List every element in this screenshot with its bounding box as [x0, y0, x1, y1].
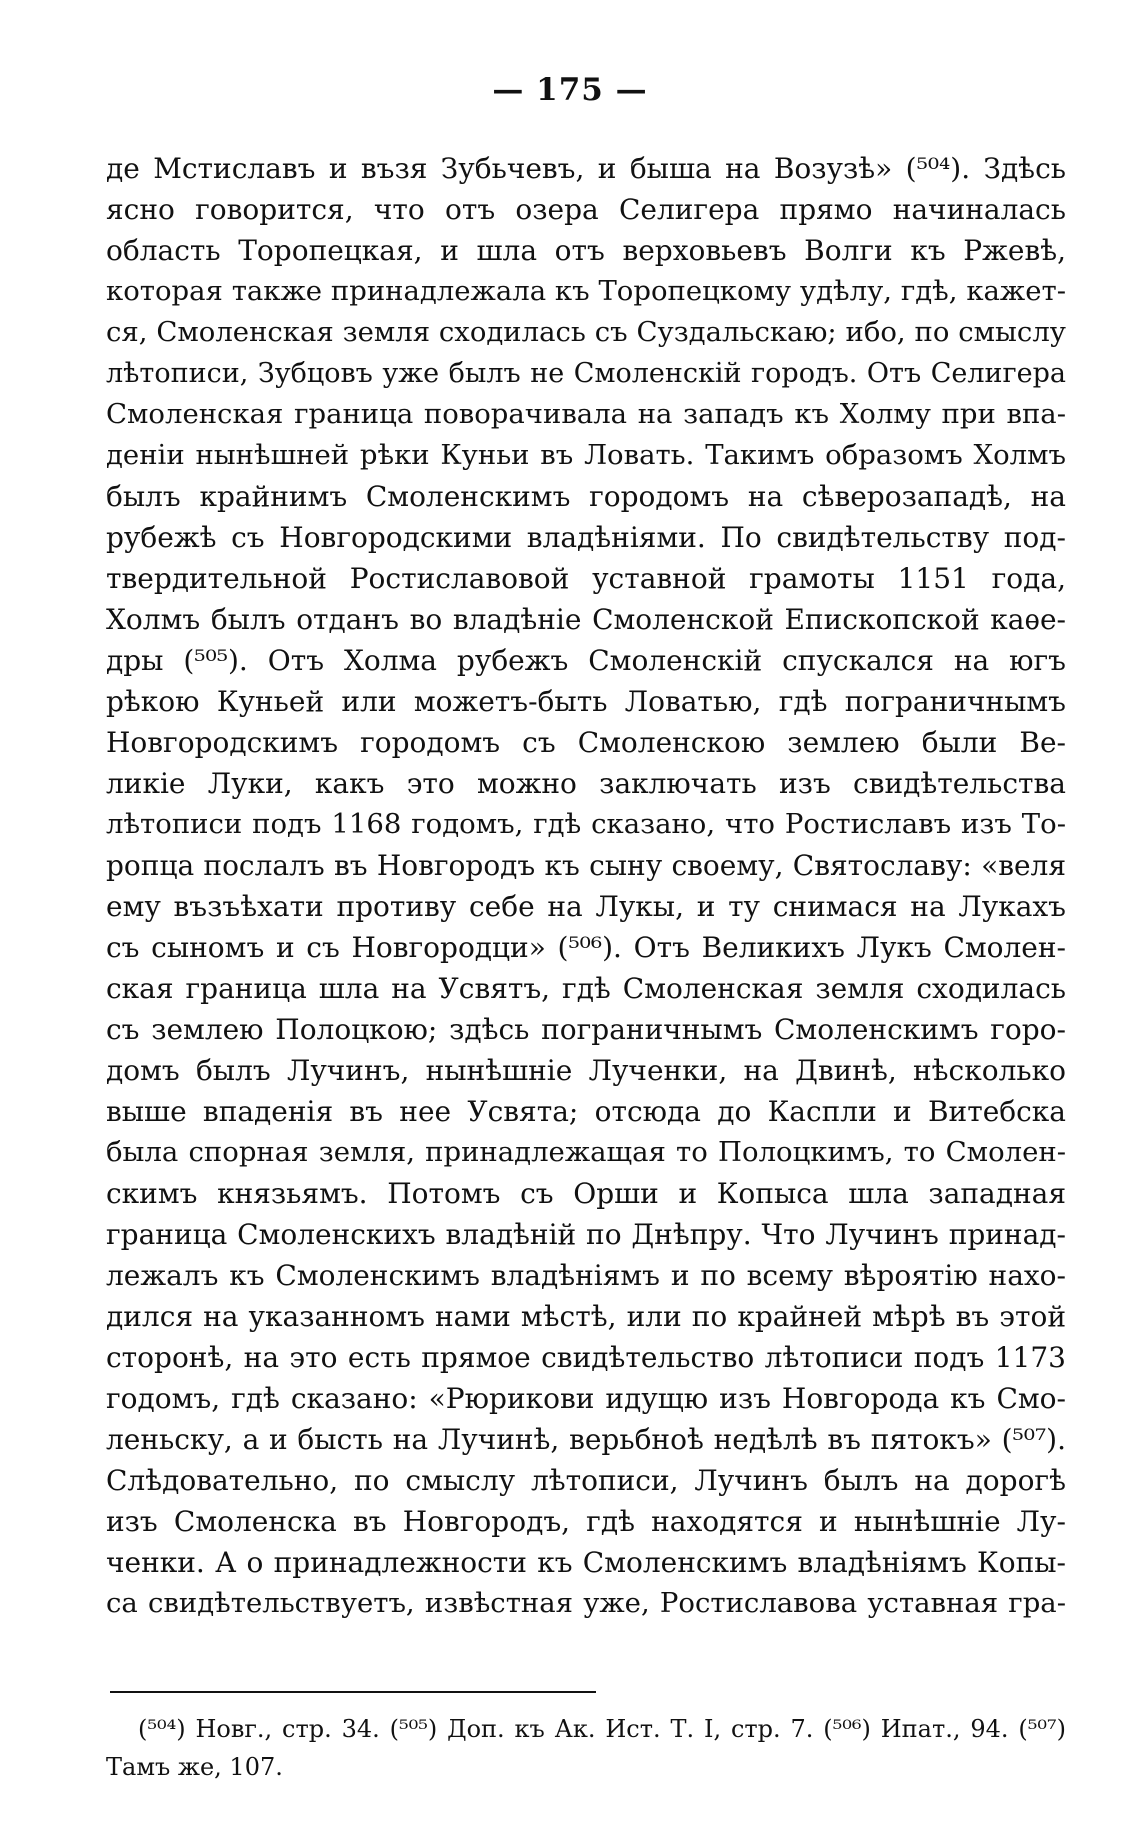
text-line: граница Смоленскихъ владѣній по Днѣпру. Что Лучинъ принад- [106, 1218, 1066, 1251]
text-line: ему възъѣхати противу себе на Лукы, и ту снимася на Лукахъ [106, 890, 1066, 923]
footnotes [106, 1710, 1066, 1786]
text-line: съ сыномъ и съ Новгородци» (⁵⁰⁶). Отъ Великихъ Лукъ Смолен- [106, 931, 1066, 964]
main-text [106, 148, 1066, 1624]
text-line: годомъ, гдѣ сказано: «Рюрикови идущю изъ Новгорода къ Смо- [106, 1382, 1066, 1415]
text-line: область Торопецкая, и шла отъ верховьевъ Волги къ Ржевѣ, [106, 234, 1066, 267]
text-line: Холмъ былъ отданъ во владѣніе Смоленской Епископской каѳе- [106, 603, 1066, 636]
footnote-line: Тамъ же, 107. [106, 1753, 283, 1781]
text-line: де Мстиславъ и възя Зубьчевъ, и быша на Возузѣ» (⁵⁰⁴). Здѣсь [106, 152, 1066, 185]
text-line: домъ былъ Лучинъ, нынѣшніе Лученки, на Двинѣ, нѣсколько [106, 1054, 1066, 1087]
text-line: рубежѣ съ Новгородскими владѣніями. По свидѣтельству под- [106, 521, 1066, 554]
text-line: сторонѣ, на это есть прямое свидѣтельство лѣтописи подъ 1173 [106, 1341, 1066, 1374]
text-line: Смоленская граница поворачивала на западъ къ Холму при впа- [106, 398, 1066, 430]
text-line: Новгородскимъ городомъ съ Смоленскою землею были Ве- [106, 726, 1066, 759]
footnote-separator [110, 1691, 596, 1693]
text-line: скимъ князьямъ. Потомъ съ Орши и Копыса шла западная [106, 1177, 1066, 1210]
text-line: са свидѣтельствуетъ, извѣстная уже, Ростиславова уставная гра- [106, 1587, 1066, 1619]
text-line: ясно говорится, что отъ озера Селигера прямо начиналась [106, 193, 1066, 226]
text-line: лѣтописи, Зубцовъ уже былъ не Смоленскій городъ. Отъ Селигера [106, 358, 1066, 389]
text-line: дры (⁵⁰⁵). Отъ Холма рубежъ Смоленскій спускался на югъ [106, 644, 1066, 677]
page-number: — 175 — [492, 72, 648, 108]
text-line: леньску, а и бысть на Лучинѣ, верьбноѣ недѣлѣ въ пятокъ» (⁵⁰⁷). [106, 1423, 1066, 1456]
text-line: лежалъ къ Смоленскимъ владѣніямъ и по всему вѣроятію нахо- [106, 1259, 1066, 1292]
text-line: рѣкою Куньей или можетъ-быть Ловатью, гдѣ пограничнымъ [106, 685, 1066, 718]
text-line: была спорная земля, принадлежащая то Полоцкимъ, то Смолен- [106, 1136, 1066, 1168]
text-line: ропца послалъ въ Новгородъ къ сыну своему, Святославу: «веля [106, 849, 1066, 882]
text-line: которая также принадлежала къ Торопецкому удѣлу, гдѣ, кажет- [106, 275, 1066, 307]
text-line: деніи нынѣшней рѣки Куньи въ Ловать. Такимъ образомъ Холмъ [106, 439, 1066, 471]
text-line: лѣтописи подъ 1168 годомъ, гдѣ сказано, что Ростиславъ изъ То- [106, 808, 1066, 840]
text-line: былъ крайнимъ Смоленскимъ городомъ на сѣверозападѣ, на [106, 480, 1066, 513]
text-line: съ землею Полоцкою; здѣсь пограничнымъ Смоленскимъ горо- [106, 1013, 1066, 1046]
text-line: изъ Смоленска въ Новгородъ, гдѣ находятся и нынѣшніе Лу- [106, 1505, 1066, 1538]
text-line: выше впаденія въ нее Усвята; отсюда до Каспли и Витебска [106, 1095, 1066, 1128]
text-line: ликіе Луки, какъ это можно заключать изъ свидѣтельства [106, 767, 1066, 800]
footnote-line: (⁵⁰⁴) Новг., стр. 34. (⁵⁰⁵) Доп. къ Ак. Ист. Т. I, стр. 7. (⁵⁰⁶) Ипат., 94. (⁵⁰⁷) [138, 1715, 1066, 1743]
text-line: Слѣдовательно, по смыслу лѣтописи, Лучинъ былъ на дорогѣ [106, 1464, 1066, 1497]
text-line: твердительной Ростиславовой уставной грамоты 1151 года, [106, 562, 1066, 595]
text-line: дился на указанномъ нами мѣстѣ, или по крайней мѣрѣ въ этой [106, 1300, 1066, 1333]
text-line: ся, Смоленская земля сходилась съ Суздальскаю; ибо, по смыслу [106, 316, 1066, 348]
text-line: ская граница шла на Усвятъ, гдѣ Смоленская земля сходилась [106, 972, 1066, 1005]
text-line: ченки. А о принадлежности къ Смоленскимъ владѣніямъ Копы- [106, 1546, 1066, 1579]
